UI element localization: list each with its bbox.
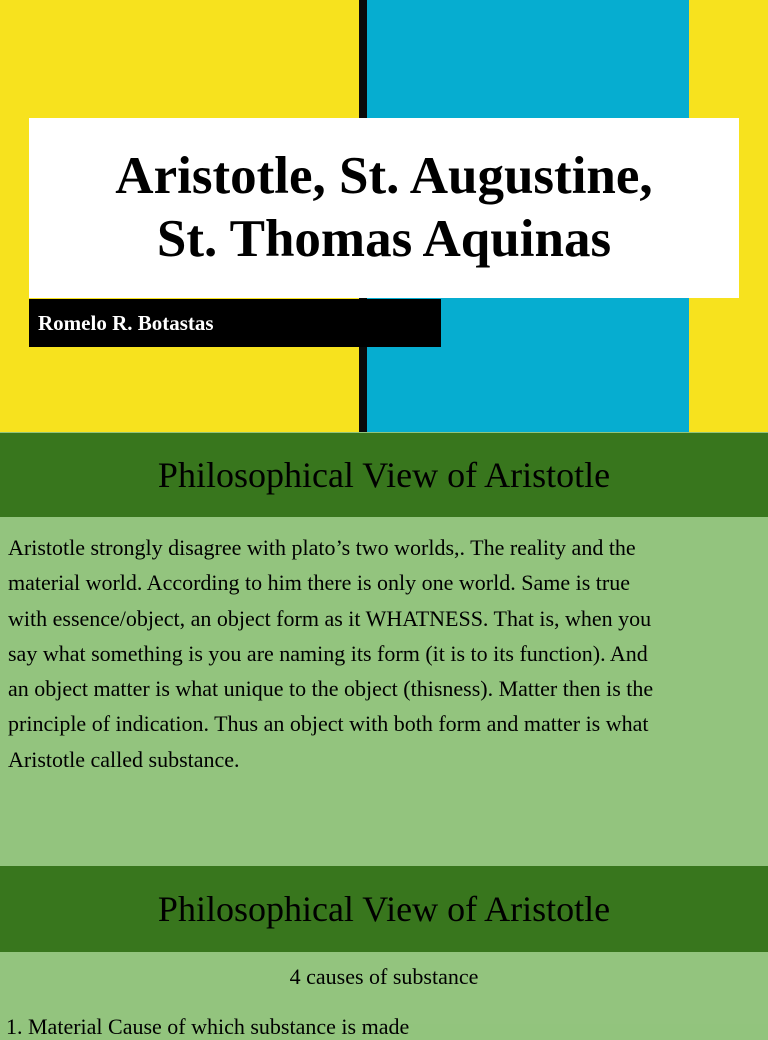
slide-subtitle: 4 causes of substance xyxy=(289,964,479,989)
list-item-cut-off: 1. Material Cause of which substance is made xyxy=(6,1014,410,1039)
author-name: Romelo R. Botastas xyxy=(38,311,214,335)
title-slide xyxy=(0,0,768,432)
body-line: an object matter is what unique to the object (thisness). Matter then is the xyxy=(8,676,654,702)
slide-title-line-2: St. Thomas Aquinas xyxy=(156,210,612,268)
body-line: Aristotle called substance. xyxy=(8,746,240,772)
body-line: with essence/object, an object form as it WHATNESS. That is, when you xyxy=(8,605,652,631)
slide-heading: Philosophical View of Aristotle xyxy=(157,889,611,929)
four-causes-slide xyxy=(0,866,768,1039)
slide-body-text xyxy=(8,530,763,777)
slide-title-line-1: Aristotle, St. Augustine, xyxy=(115,147,653,205)
body-line: Aristotle strongly disagree with plato’s two worlds,. The reality and the xyxy=(8,535,636,560)
slide-heading: Philosophical View of Aristotle xyxy=(157,455,611,495)
slide-header xyxy=(0,433,768,517)
title-box xyxy=(29,118,739,298)
slide-header xyxy=(0,866,768,952)
body-line: principle of indication. Thus an object with both form and matter is what xyxy=(8,711,649,737)
body-line: material world. According to him there is only one world. Same is true xyxy=(8,570,630,596)
author-bar xyxy=(29,299,441,347)
aristotle-view-slide xyxy=(0,433,768,866)
body-line: say what something is you are naming its form (it is to its function). And xyxy=(8,640,648,666)
